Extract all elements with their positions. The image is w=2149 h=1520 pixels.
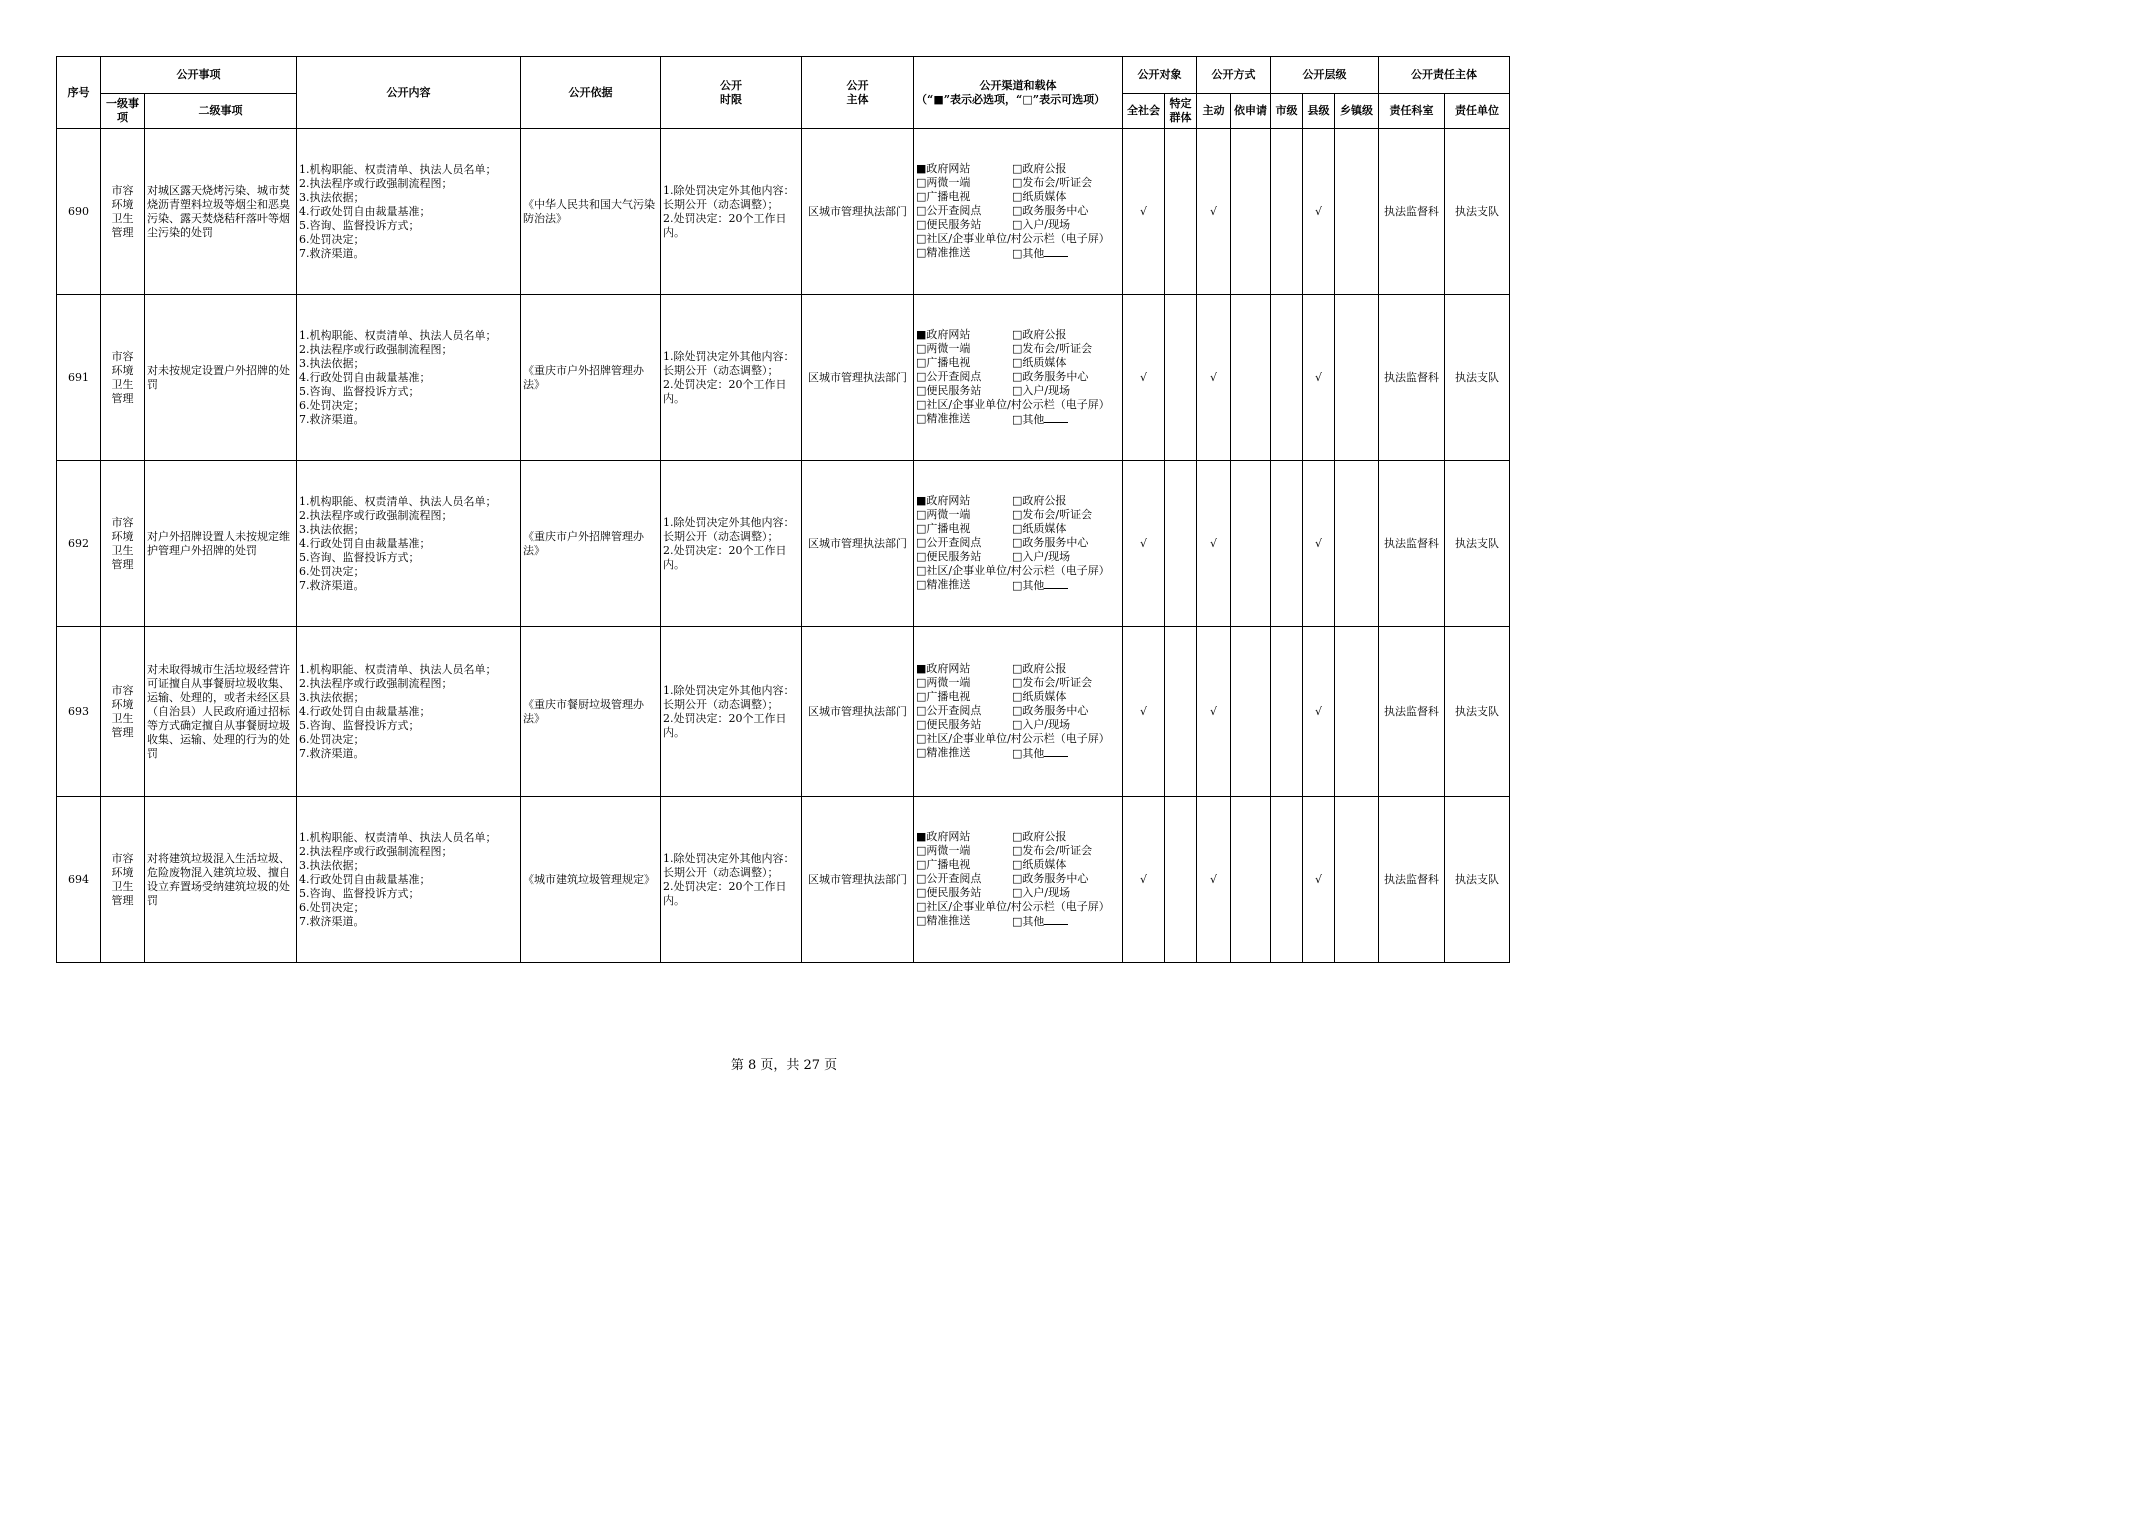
row-level1: 市容环境卫生管理 xyxy=(101,461,145,627)
row-time-limit xyxy=(661,129,802,295)
text-line: 6.处罚决定； xyxy=(299,900,365,914)
row-resp-office: 执法监督科 xyxy=(1379,627,1445,797)
row-subject: 区城市管理执法部门 xyxy=(802,129,914,295)
text-line: 4.行政处罚自由裁量基准； xyxy=(299,704,431,718)
channel-radio-tv: □广播电视 xyxy=(916,522,971,535)
text-line: 5.咨询、监督投诉方式； xyxy=(299,218,420,232)
channel-board: □社区/企事业单位/村公示栏（电子屏） xyxy=(916,564,1110,577)
channel-paper-media: □纸质媒体 xyxy=(1012,858,1067,871)
row-resp-office: 执法监督科 xyxy=(1379,461,1445,627)
row-target-all: √ xyxy=(1123,461,1165,627)
row-content xyxy=(297,129,521,295)
text-line: 1.机构职能、权责清单、执法人员名单； xyxy=(299,830,497,844)
text-line: 1.机构职能、权责清单、执法人员名单； xyxy=(299,494,497,508)
row-level-city xyxy=(1271,295,1303,461)
row-basis: 《重庆市餐厨垃圾管理办法》 xyxy=(521,627,661,797)
row-seq: 691 xyxy=(57,295,101,461)
text-line: 5.咨询、监督投诉方式； xyxy=(299,384,420,398)
text-line: 5.咨询、监督投诉方式； xyxy=(299,886,420,900)
channel-other: □其他 xyxy=(1012,246,1120,261)
row-channels xyxy=(914,797,1123,963)
channel-service-center: □政务服务中心 xyxy=(1012,704,1089,717)
header-resp-unit: 责任单位 xyxy=(1445,94,1510,129)
row-content xyxy=(297,797,521,963)
row-resp-unit: 执法支队 xyxy=(1445,129,1510,295)
row-level-town xyxy=(1335,129,1379,295)
text-line: 7.救济渠道。 xyxy=(299,578,365,592)
row-basis: 《重庆市户外招牌管理办法》 xyxy=(521,295,661,461)
header-method: 公开方式 xyxy=(1197,57,1271,94)
channel-gov-site: ■政府网站 xyxy=(916,162,971,175)
channel-gov-site: ■政府网站 xyxy=(916,328,971,341)
row-level-county: √ xyxy=(1303,461,1335,627)
channel-reading-point: □公开查阅点 xyxy=(916,872,982,885)
text-line: 2.执法程序或行政强制流程图； xyxy=(299,844,453,858)
row-basis: 《中华人民共和国大气污染防治法》 xyxy=(521,129,661,295)
row-subject: 区城市管理执法部门 xyxy=(802,295,914,461)
channel-board: □社区/企事业单位/村公示栏（电子屏） xyxy=(916,398,1110,411)
row-level1: 市容环境卫生管理 xyxy=(101,627,145,797)
channel-service-station: □便民服务站 xyxy=(916,886,982,899)
channel-service-station: □便民服务站 xyxy=(916,218,982,231)
table-row xyxy=(57,627,1510,797)
row-subject: 区城市管理执法部门 xyxy=(802,461,914,627)
channel-precise-push: □精准推送 xyxy=(916,578,971,591)
row-time-limit xyxy=(661,295,802,461)
channel-grid xyxy=(916,162,1120,232)
row-level-town xyxy=(1335,797,1379,963)
text-line: 1.机构职能、权责清单、执法人员名单； xyxy=(299,328,497,342)
header-level: 公开层级 xyxy=(1271,57,1379,94)
blank-underline xyxy=(1044,412,1068,423)
channel-paper-media: □纸质媒体 xyxy=(1012,356,1067,369)
channel-board: □社区/企事业单位/村公示栏（电子屏） xyxy=(916,732,1110,745)
channel-reading-point: □公开查阅点 xyxy=(916,704,982,717)
row-level-county: √ xyxy=(1303,627,1335,797)
row-resp-unit: 执法支队 xyxy=(1445,295,1510,461)
header-target-all: 全社会 xyxy=(1123,94,1165,129)
channel-door-site: □入户/现场 xyxy=(1012,218,1071,231)
channel-wechat-weibo: □两微一端 xyxy=(916,844,971,857)
channel-grid-bottom xyxy=(916,746,1120,761)
channel-press: □发布会/听证会 xyxy=(1012,176,1093,189)
row-seq: 693 xyxy=(57,627,101,797)
row-level-city xyxy=(1271,627,1303,797)
row-method-apply xyxy=(1231,461,1271,627)
text-line: 3.执法依据； xyxy=(299,190,365,204)
row-method-active: √ xyxy=(1197,295,1231,461)
channel-precise-push: □精准推送 xyxy=(916,246,971,259)
row-level-county: √ xyxy=(1303,129,1335,295)
channel-service-center: □政务服务中心 xyxy=(1012,536,1089,549)
table-row xyxy=(57,461,1510,627)
row-resp-office: 执法监督科 xyxy=(1379,797,1445,963)
text-line: 4.行政处罚自由裁量基准； xyxy=(299,370,431,384)
row-target-specific xyxy=(1165,129,1197,295)
row-content xyxy=(297,461,521,627)
header-seq: 序号 xyxy=(57,57,101,129)
channel-board: □社区/企事业单位/村公示栏（电子屏） xyxy=(916,232,1110,245)
text-line: 6.处罚决定； xyxy=(299,732,365,746)
channel-service-station: □便民服务站 xyxy=(916,384,982,397)
header-method-apply: 依申请 xyxy=(1231,94,1271,129)
disclosure-table xyxy=(56,56,1510,963)
row-seq: 692 xyxy=(57,461,101,627)
text-line: 5.咨询、监督投诉方式； xyxy=(299,718,420,732)
text-line: 7.救济渠道。 xyxy=(299,246,365,260)
text-line: 5.咨询、监督投诉方式； xyxy=(299,550,420,564)
row-level-county: √ xyxy=(1303,295,1335,461)
blank-underline xyxy=(1044,246,1068,257)
header-disclosure-item: 公开事项 xyxy=(101,57,297,94)
header-content: 公开内容 xyxy=(297,57,521,129)
channel-press: □发布会/听证会 xyxy=(1012,844,1093,857)
row-method-apply xyxy=(1231,129,1271,295)
header-subject: 公开主体 xyxy=(802,57,914,129)
channel-precise-push: □精准推送 xyxy=(916,914,971,927)
channel-paper-media: □纸质媒体 xyxy=(1012,522,1067,535)
channel-door-site: □入户/现场 xyxy=(1012,718,1071,731)
text-line: 1.除处罚决定外其他内容：长期公开（动态调整）； xyxy=(663,515,795,543)
row-level-city xyxy=(1271,797,1303,963)
channel-press: □发布会/听证会 xyxy=(1012,676,1093,689)
channel-gov-site: ■政府网站 xyxy=(916,494,971,507)
header-method-active: 主动 xyxy=(1197,94,1231,129)
channel-gov-gazette: □政府公报 xyxy=(1012,328,1067,341)
row-channels xyxy=(914,627,1123,797)
page-footer: 第 8 页，共 27 页 xyxy=(730,1058,838,1073)
text-line: 2.处罚决定：20个工作日内。 xyxy=(663,377,787,405)
row-seq: 690 xyxy=(57,129,101,295)
channel-grid xyxy=(916,328,1120,398)
row-method-active: √ xyxy=(1197,129,1231,295)
row-basis: 《城市建筑垃圾管理规定》 xyxy=(521,797,661,963)
channel-door-site: □入户/现场 xyxy=(1012,550,1071,563)
text-line: 4.行政处罚自由裁量基准； xyxy=(299,204,431,218)
row-method-active: √ xyxy=(1197,627,1231,797)
table-row xyxy=(57,295,1510,461)
row-level-town xyxy=(1335,461,1379,627)
row-level2: 对将建筑垃圾混入生活垃圾、危险废物混入建筑垃圾、擅自设立弃置场受纳建筑垃圾的处罚 xyxy=(145,797,297,963)
channel-radio-tv: □广播电视 xyxy=(916,190,971,203)
text-line: 1.除处罚决定外其他内容：长期公开（动态调整）； xyxy=(663,683,795,711)
channel-gov-gazette: □政府公报 xyxy=(1012,662,1067,675)
channel-other: □其他 xyxy=(1012,746,1120,761)
channel-wechat-weibo: □两微一端 xyxy=(916,176,971,189)
row-level-county: √ xyxy=(1303,797,1335,963)
blank-underline xyxy=(1044,578,1068,589)
header-responsible: 公开责任主体 xyxy=(1379,57,1510,94)
row-level-town xyxy=(1335,295,1379,461)
header-target: 公开对象 xyxy=(1123,57,1197,94)
row-target-specific xyxy=(1165,797,1197,963)
text-line: 2.执法程序或行政强制流程图； xyxy=(299,342,453,356)
row-target-specific xyxy=(1165,461,1197,627)
row-level1: 市容环境卫生管理 xyxy=(101,295,145,461)
channel-gov-site: ■政府网站 xyxy=(916,830,971,843)
text-line: 3.执法依据； xyxy=(299,356,365,370)
channel-radio-tv: □广播电视 xyxy=(916,356,971,369)
row-level-city xyxy=(1271,461,1303,627)
channel-wechat-weibo: □两微一端 xyxy=(916,342,971,355)
channel-grid xyxy=(916,662,1120,732)
table-row xyxy=(57,797,1510,963)
header-level-city: 市级 xyxy=(1271,94,1303,129)
text-line: 1.机构职能、权责清单、执法人员名单； xyxy=(299,162,497,176)
channel-service-center: □政务服务中心 xyxy=(1012,370,1089,383)
channel-other: □其他 xyxy=(1012,914,1120,929)
row-target-all: √ xyxy=(1123,129,1165,295)
channel-wechat-weibo: □两微一端 xyxy=(916,508,971,521)
row-method-apply xyxy=(1231,797,1271,963)
channel-service-center: □政务服务中心 xyxy=(1012,204,1089,217)
row-level1: 市容环境卫生管理 xyxy=(101,797,145,963)
channel-grid-bottom xyxy=(916,578,1120,593)
row-level1: 市容环境卫生管理 xyxy=(101,129,145,295)
row-level-town xyxy=(1335,627,1379,797)
header-time-limit: 公开时限 xyxy=(661,57,802,129)
row-level2: 对未取得城市生活垃圾经营许可证擅自从事餐厨垃圾收集、运输、处理的，或者未经区县（自治县）人民政府通过招标等方式确定擅自从事餐厨垃圾收集、运输、处理的行为的处罚 xyxy=(145,627,297,797)
text-line: 1.除处罚决定外其他内容：长期公开（动态调整）； xyxy=(663,183,795,211)
channel-press: □发布会/听证会 xyxy=(1012,508,1093,521)
channel-grid xyxy=(916,830,1120,900)
channel-service-station: □便民服务站 xyxy=(916,718,982,731)
row-basis: 《重庆市户外招牌管理办法》 xyxy=(521,461,661,627)
channel-service-center: □政务服务中心 xyxy=(1012,872,1089,885)
row-resp-office: 执法监督科 xyxy=(1379,129,1445,295)
channel-precise-push: □精准推送 xyxy=(916,412,971,425)
text-line: 1.除处罚决定外其他内容：长期公开（动态调整）； xyxy=(663,349,795,377)
text-line: 3.执法依据； xyxy=(299,858,365,872)
text-line: 2.执法程序或行政强制流程图； xyxy=(299,176,453,190)
header-row-1 xyxy=(57,57,1510,94)
text-line: 2.执法程序或行政强制流程图； xyxy=(299,676,453,690)
header-channel-note: （“■”表示必选项，“□”表示可选项） xyxy=(916,92,1106,106)
row-target-all: √ xyxy=(1123,295,1165,461)
text-line: 4.行政处罚自由裁量基准； xyxy=(299,536,431,550)
text-line: 6.处罚决定； xyxy=(299,398,365,412)
row-resp-office: 执法监督科 xyxy=(1379,295,1445,461)
row-subject: 区城市管理执法部门 xyxy=(802,797,914,963)
row-content xyxy=(297,627,521,797)
row-resp-unit: 执法支队 xyxy=(1445,797,1510,963)
row-channels xyxy=(914,295,1123,461)
channel-board: □社区/企事业单位/村公示栏（电子屏） xyxy=(916,900,1110,913)
row-method-apply xyxy=(1231,295,1271,461)
channel-wechat-weibo: □两微一端 xyxy=(916,676,971,689)
channel-grid-bottom xyxy=(916,412,1120,427)
row-target-all: √ xyxy=(1123,797,1165,963)
row-subject: 区城市管理执法部门 xyxy=(802,627,914,797)
text-line: 4.行政处罚自由裁量基准； xyxy=(299,872,431,886)
header-level1: 一级事项 xyxy=(101,94,145,129)
text-line: 3.执法依据； xyxy=(299,690,365,704)
row-time-limit xyxy=(661,797,802,963)
text-line: 2.处罚决定：20个工作日内。 xyxy=(663,211,787,239)
row-method-active: √ xyxy=(1197,797,1231,963)
text-line: 6.处罚决定； xyxy=(299,232,365,246)
row-resp-unit: 执法支队 xyxy=(1445,627,1510,797)
channel-service-station: □便民服务站 xyxy=(916,550,982,563)
channel-grid-bottom xyxy=(916,914,1120,929)
row-resp-unit: 执法支队 xyxy=(1445,461,1510,627)
header-level2: 二级事项 xyxy=(145,94,297,129)
text-line: 2.执法程序或行政强制流程图； xyxy=(299,508,453,522)
row-method-apply xyxy=(1231,627,1271,797)
channel-grid-bottom xyxy=(916,246,1120,261)
text-line: 1.机构职能、权责清单、执法人员名单； xyxy=(299,662,497,676)
header-target-specific: 特定群体 xyxy=(1165,94,1197,129)
channel-reading-point: □公开查阅点 xyxy=(916,204,982,217)
row-target-specific xyxy=(1165,627,1197,797)
row-level-city xyxy=(1271,129,1303,295)
row-level2: 对户外招牌设置人未按规定维护管理户外招牌的处罚 xyxy=(145,461,297,627)
channel-paper-media: □纸质媒体 xyxy=(1012,690,1067,703)
row-target-specific xyxy=(1165,295,1197,461)
row-channels xyxy=(914,129,1123,295)
row-content xyxy=(297,295,521,461)
channel-press: □发布会/听证会 xyxy=(1012,342,1093,355)
row-target-all: √ xyxy=(1123,627,1165,797)
header-level-county: 县级 xyxy=(1303,94,1335,129)
channel-gov-gazette: □政府公报 xyxy=(1012,494,1067,507)
channel-gov-site: ■政府网站 xyxy=(916,662,971,675)
row-seq: 694 xyxy=(57,797,101,963)
text-line: 2.处罚决定：20个工作日内。 xyxy=(663,879,787,907)
channel-grid xyxy=(916,494,1120,564)
channel-door-site: □入户/现场 xyxy=(1012,384,1071,397)
header-channel-title: 公开渠道和载体 xyxy=(979,78,1057,92)
header-channel xyxy=(914,57,1123,129)
blank-underline xyxy=(1044,914,1068,925)
channel-gov-gazette: □政府公报 xyxy=(1012,830,1067,843)
channel-precise-push: □精准推送 xyxy=(916,746,971,759)
header-resp-office: 责任科室 xyxy=(1379,94,1445,129)
channel-other: □其他 xyxy=(1012,578,1120,593)
row-level2: 对未按规定设置户外招牌的处罚 xyxy=(145,295,297,461)
row-time-limit xyxy=(661,627,802,797)
blank-underline xyxy=(1044,746,1068,757)
row-channels xyxy=(914,461,1123,627)
channel-paper-media: □纸质媒体 xyxy=(1012,190,1067,203)
channel-door-site: □入户/现场 xyxy=(1012,886,1071,899)
channel-radio-tv: □广播电视 xyxy=(916,690,971,703)
channel-reading-point: □公开查阅点 xyxy=(916,370,982,383)
row-time-limit xyxy=(661,461,802,627)
row-method-active: √ xyxy=(1197,461,1231,627)
text-line: 2.处罚决定：20个工作日内。 xyxy=(663,543,787,571)
channel-gov-gazette: □政府公报 xyxy=(1012,162,1067,175)
text-line: 7.救济渠道。 xyxy=(299,914,365,928)
header-level-town: 乡镇级 xyxy=(1335,94,1379,129)
header-basis: 公开依据 xyxy=(521,57,661,129)
channel-reading-point: □公开查阅点 xyxy=(916,536,982,549)
channel-radio-tv: □广播电视 xyxy=(916,858,971,871)
text-line: 1.除处罚决定外其他内容：长期公开（动态调整）； xyxy=(663,851,795,879)
text-line: 3.执法依据； xyxy=(299,522,365,536)
text-line: 2.处罚决定：20个工作日内。 xyxy=(663,711,787,739)
text-line: 7.救济渠道。 xyxy=(299,746,365,760)
text-line: 7.救济渠道。 xyxy=(299,412,365,426)
channel-other: □其他 xyxy=(1012,412,1120,427)
row-level2: 对城区露天烧烤污染、城市焚烧沥青塑料垃圾等烟尘和恶臭污染、露天焚烧秸秆落叶等烟尘污染的处罚 xyxy=(145,129,297,295)
table-row xyxy=(57,129,1510,295)
text-line: 6.处罚决定； xyxy=(299,564,365,578)
